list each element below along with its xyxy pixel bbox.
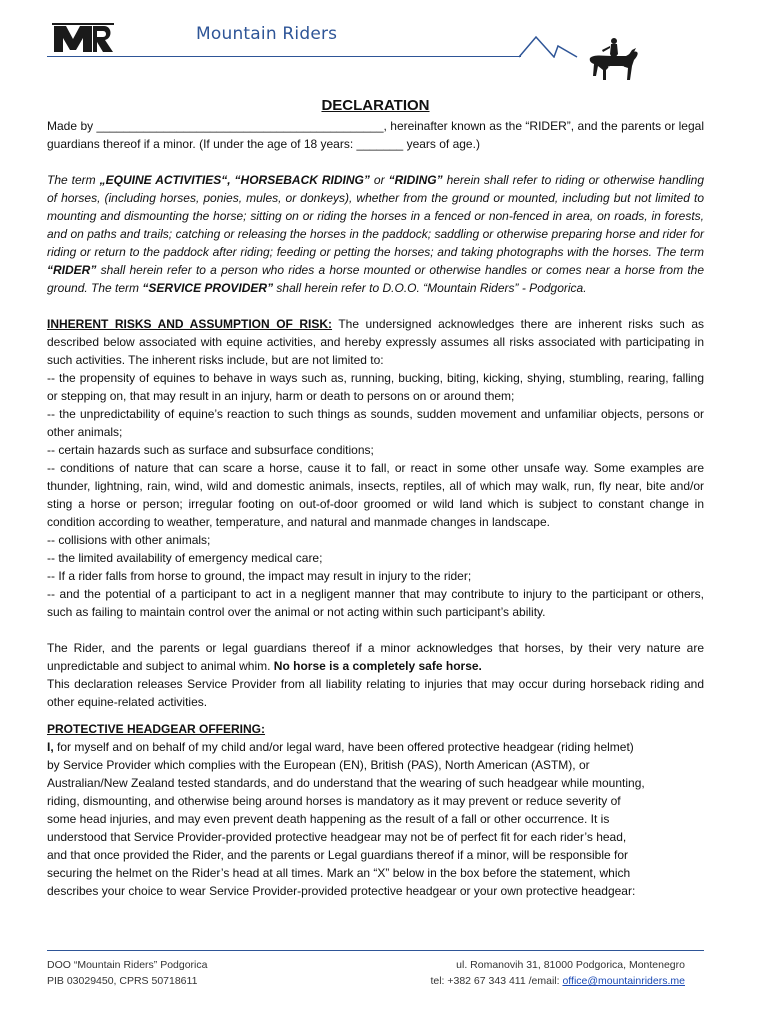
risk-item: -- and the potential of a participant to act in a negligent manner that may contribute to injury to the participant or others, such as failing to maintain control over the animal or not acting within such participant’s ability. — [47, 587, 704, 619]
release-paragraph: This declaration releases Service Provider from all liability relating to injuries that may occur during horseback riding and other equine-related activities. — [47, 677, 704, 709]
definitions-paragraph: The term „EQUINE ACTIVITIES“, “HORSEBACK RIDING” or “RIDING” herein shall refer to riding or otherwise handling of horses, (including horses, ponies, mules, or donkeys), whether from the ground or mounted, including but not limited to mounting and dismounting the horse; sitting on or riding the horses in a fenced or non-fenced in area, on roads, in forests, and on paths and trails; catching or releasing the horses in the paddock; saddling or otherwise preparing horse and rider for riding or return to the paddock after riding; feeding or petting the horses; and taking photographs with the horses. The term “RIDER” shall herein refer to a person who rides a horse mounted or otherwise handles or comes near a horse from the ground. The term “SERVICE PROVIDER” shall herein refer to D.O.O. “Mountain Riders” - Podgorica. — [47, 173, 704, 295]
risk-item: -- the unpredictability of equine’s reaction to such things as sounds, sudden movement and unfamiliar objects, persons or other animals; — [47, 407, 704, 439]
acknowledgement-paragraph: The Rider, and the parents or legal guardians thereof if a minor acknowledges that horses, by their very nature are unpredictable and subject to animal whim. No horse is a completely safe horse. — [47, 641, 704, 673]
risk-item: -- certain hazards such as surface and subsurface conditions; — [47, 443, 374, 457]
footer-company: DOO “Mountain Riders” Podgorica PIB 03029450, CPRS 50718611 — [47, 959, 208, 987]
term-rider: “RIDER” — [47, 263, 97, 277]
declaration-body — [47, 95, 704, 900]
headgear-paragraph: I, for myself and on behalf of my child and/or legal ward, have been offered protective headgear (riding helmet) by Service Provider which complies with the European (EN), British (PAS), North American (ASTM), or Australian/New Zealand tested standards, and do understand that the wearing of such headgear while mounting, riding, dismounting, and otherwise being around horses is mandatory as it may prevent or reduce severity of some head injuries, and may even prevent death happening as the result of a fall or other occurrence. It is understood that Service Provider-provided protective headgear may not be of perfect fit for each rider’s head, and that once provided the Rider, and the parents or Legal guardians thereof if a minor, will be responsible for securing the helmet on the Rider’s head at all times. Mark an “X” below in the box before the statement, which describes your choice to wear Service Provider-provided protective headgear or your own protective headgear: — [47, 740, 645, 898]
made-by-line: Made by ___________________________________________, hereinafter known as the “RIDER”, and the parents or legal guardians thereof if a minor. (If under the age of 18 years: _______ years of age.) — [47, 119, 704, 151]
term-riding: “RIDING” — [388, 173, 443, 187]
risk-item: -- the limited availability of emergency medical care; — [47, 551, 323, 565]
page-title: DECLARATION — [321, 97, 430, 114]
risk-item: -- conditions of nature that can scare a horse, cause it to fall, or react in some other unsafe way. Some examples are thunder, lightning, rain, wind, wild and domestic animals, insects, reptiles, all of which may walk, run, fly near, bite and/or sting a horse or person; irregular footing on out-of-door groomed or wild land which is subject to constant change in condition according to weather, temperature, and natural and manmade changes in landscape. — [47, 461, 704, 529]
mr-logo-icon — [52, 22, 114, 56]
header-divider — [47, 56, 521, 57]
safety-statement: No horse is a completely safe horse. — [273, 659, 482, 673]
term-equine-activities: „EQUINE ACTIVITIES“, “HORSEBACK RIDING” — [99, 173, 370, 187]
mountain-peak-icon — [518, 32, 578, 58]
horse-rider-icon — [582, 36, 646, 84]
headgear-heading: PROTECTIVE HEADGEAR OFFERING: — [47, 722, 266, 736]
risks-heading: INHERENT RISKS AND ASSUMPTION OF RISK: — [47, 317, 333, 331]
email-link[interactable]: office@mountainriders.me — [562, 975, 685, 987]
risk-item: -- the propensity of equines to behave in ways such as, running, bucking, biting, kicking, shying, stumbling, rearing, falling or stepping on, that may result in an injury, harm or death to persons on or around them; — [47, 371, 704, 403]
risks-intro: INHERENT RISKS AND ASSUMPTION OF RISK: The undersigned acknowledges there are inherent risks such as described below associated with equine activities, and hereby expressly assumes all risks associated with participating in such activities. The inherent risks include, but are not limited to: — [47, 317, 705, 367]
brand-name: Mountain Riders — [196, 24, 338, 44]
risk-item: -- collisions with other animals; — [47, 533, 211, 547]
risk-item: -- If a rider falls from horse to ground, the impact may result in injury to the rider; — [47, 569, 472, 583]
term-service-provider: “SERVICE PROVIDER” — [142, 281, 274, 295]
footer-divider — [47, 950, 704, 951]
footer-contact: ul. Romanovih 31, 81000 Podgorica, Montenegro tel: +382 67 343 411 /email: office@mountainriders.me — [430, 959, 685, 987]
